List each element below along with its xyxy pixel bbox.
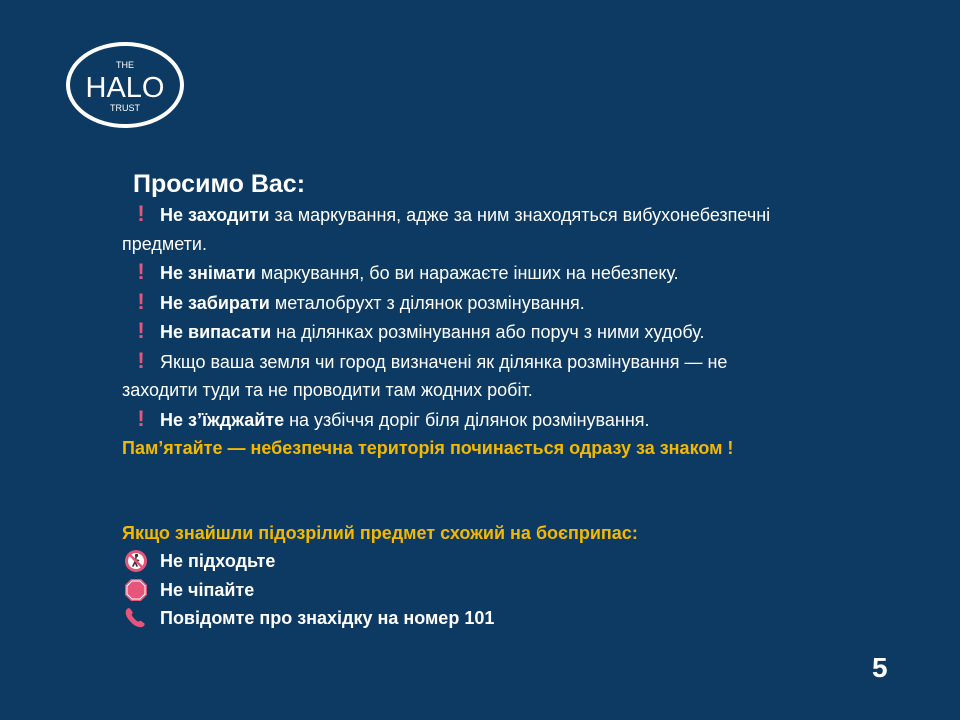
rule-text: на ділянках розмінування або поруч з ними худобу. xyxy=(271,322,705,342)
stop-sign-icon xyxy=(122,578,150,602)
exclamation-icon: ! xyxy=(137,405,145,431)
rule-text: за маркування, адже за ним знаходяться вибухонебезпечні xyxy=(269,205,771,225)
rule-bold: Не випасати xyxy=(160,322,272,342)
rule-item xyxy=(122,317,922,347)
found-heading: Якщо знайшли підозрілий предмет схожий на боєприпас: xyxy=(122,522,638,543)
logo-top-text: THE xyxy=(116,60,134,70)
rule-item xyxy=(122,200,922,230)
action-label: Повідомте про знахідку на номер 101 xyxy=(160,608,495,628)
action-item xyxy=(122,604,922,633)
rule-item xyxy=(122,405,922,435)
rule-item xyxy=(122,347,922,377)
action-label: Не підходьте xyxy=(160,551,276,571)
telephone-icon xyxy=(122,606,150,630)
rule-list xyxy=(122,200,922,434)
exclamation-icon: ! xyxy=(137,347,145,373)
warning-text: Пам’ятайте — небезпечна територія починається одразу за знаком ! xyxy=(122,438,734,458)
action-item xyxy=(122,576,922,605)
page-number: 5 xyxy=(872,652,888,683)
rule-item xyxy=(122,288,922,318)
rule-bold: Не забирати xyxy=(160,292,270,313)
exclamation-icon: ! xyxy=(137,288,145,314)
rule-text: Якщо ваша земля чи город визначені як ділянка розмінування — не xyxy=(160,351,728,372)
rule-text: на узбіччя доріг біля ділянок розмінування. xyxy=(284,409,650,430)
rule-text: маркування, бо ви наражаєте інших на небезпеку. xyxy=(255,263,679,283)
action-list xyxy=(122,547,922,633)
rule-bold: Не з’їжджайте xyxy=(160,409,285,430)
action-label: Не чіпайте xyxy=(160,579,255,600)
exclamation-icon: ! xyxy=(137,201,145,226)
logo-main-text: HALO xyxy=(85,72,165,104)
rule-bold: Не заходити xyxy=(160,205,270,225)
rule-item xyxy=(122,258,922,288)
no-walking-icon xyxy=(122,549,150,573)
rule-continuation: заходити туди та не проводити там жодних робіт. xyxy=(122,380,533,400)
exclamation-icon: ! xyxy=(137,318,145,343)
action-item xyxy=(122,547,922,576)
rule-continuation: предмети. xyxy=(122,233,207,254)
rule-bold: Не знімати xyxy=(160,263,256,283)
exclamation-icon: ! xyxy=(137,259,145,284)
halo-trust-logo xyxy=(66,41,184,129)
logo-bottom-text: TRUST xyxy=(110,103,140,113)
rule-text: металобрухт з ділянок розмінування. xyxy=(269,292,585,313)
slide-content xyxy=(122,168,922,633)
heading: Просимо Вас: xyxy=(133,170,306,198)
